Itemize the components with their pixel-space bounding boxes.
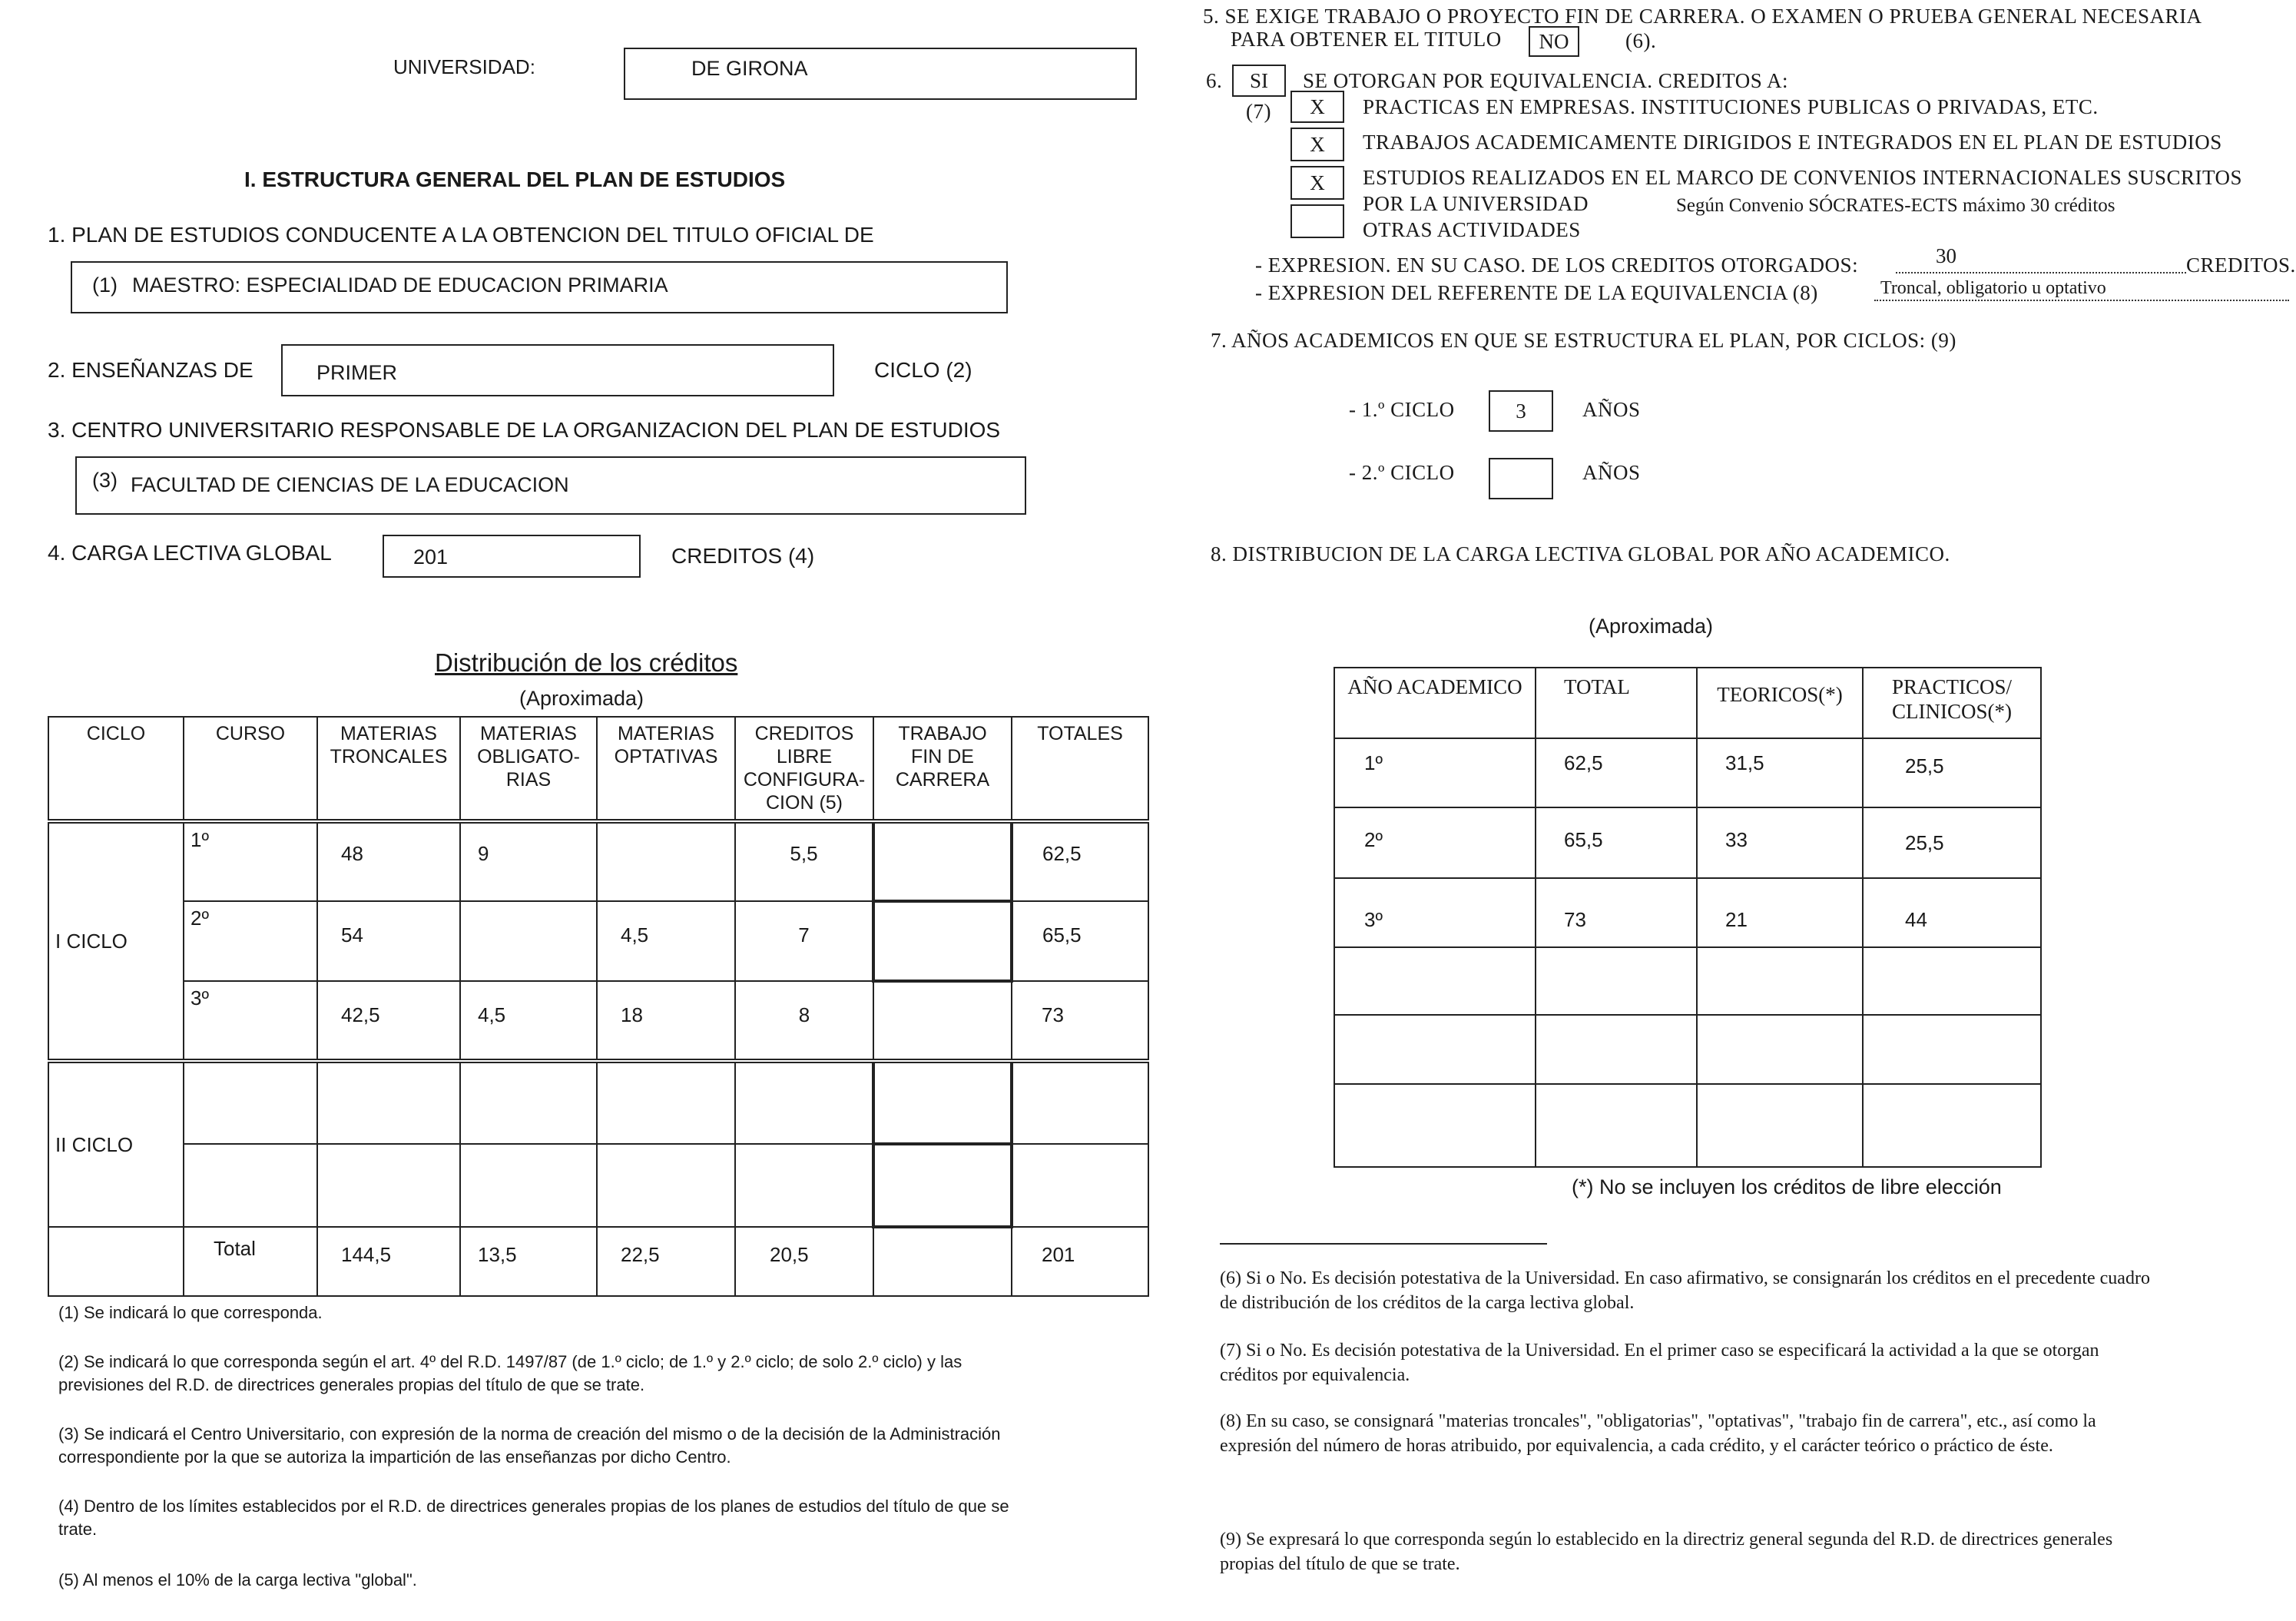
total-obligatorias: 13,5 [460,1227,597,1296]
footnote-6: (6) Si o No. Es decisión potestativa de la Universidad. En caso afirmativo, se consignarán los créditos en el precedente cuadro de distribución de los créditos de la carga lectiva global. [1220,1268,2150,1313]
empty-cell [317,1061,460,1144]
empty-cell [735,1144,873,1227]
practicos-cell: 44 [1863,878,2041,947]
footnote-7: (7) Si o No. Es decisión potestativa de la Universidad. En el primer caso se especificará la actividad a la que se otorgan créditos por equivalencia. [1220,1341,2099,1385]
annual-distribution-table [1334,667,2042,1168]
troncales-cell: 48 [317,821,460,901]
universidad-label: UNIVERSIDAD: [393,55,535,78]
totales-cell: 65,5 [1012,901,1148,981]
empty-cell [1536,947,1697,1015]
q6-item-1-mark: X [1310,95,1325,118]
empty-cell [873,1061,1012,1144]
empty-cell [735,1061,873,1144]
empty-cell [184,1061,317,1144]
empty-cell [597,1061,735,1144]
teoricos-cell: 21 [1697,878,1863,947]
total-cell: 73 [1536,878,1697,947]
ciclo-1-label: I CICLO [48,821,184,1061]
table-row [1334,1015,2041,1084]
col-totales: TOTALES [1012,717,1148,821]
total-label: Total [184,1227,317,1296]
q3-field [75,456,1026,515]
footnote-5: (5) Al menos el 10% de la carga lectiva "global". [58,1570,417,1590]
universidad-value: DE GIRONA [691,57,808,80]
q6-expr1-line [1896,244,2186,273]
q6-item-3-box [1290,166,1344,200]
empty-cell [1012,1061,1148,1144]
total-trabajo [873,1227,1012,1296]
total-cell: 62,5 [1536,738,1697,807]
col-libre: CREDITOS LIBRE CONFIGURA-CION (5) [735,717,873,821]
q7-ciclo2-anos: AÑOS [1582,461,1641,484]
table-row [48,821,1148,901]
empty-cell [460,1061,597,1144]
q6-expr2-label: - EXPRESION DEL REFERENTE DE LA EQUIVALENCIA (8) [1255,281,1818,304]
empty-cell [873,1144,1012,1227]
q4-value: 201 [413,545,449,569]
q4-label: 4. CARGA LECTIVA GLOBAL [48,541,332,565]
total-cell: 65,5 [1536,807,1697,878]
q8-label: 8. DISTRIBUCION DE LA CARGA LECTIVA GLOBAL POR AÑO ACADEMICO. [1211,542,1950,565]
totales-cell: 62,5 [1012,821,1148,901]
empty-cell [1863,1084,2041,1167]
table-row [48,901,1148,981]
q6-expr1-label: - EXPRESION. EN SU CASO. DE LOS CREDITOS OTORGADOS: [1255,254,1859,277]
q4-field [383,535,641,578]
obligatorias-cell: 4,5 [460,981,597,1061]
q6-num: 6. [1206,69,1223,92]
dist-subtitle: (Aproximada) [519,687,644,710]
total-totales: 201 [1012,1227,1148,1296]
empty-cell [1697,1015,1863,1084]
troncales-cell: 42,5 [317,981,460,1061]
libre-cell: 8 [735,981,873,1061]
q6-expr2-value: Troncal, obligatorio u optativo [1880,278,2106,298]
q6-item-3-mark: X [1310,171,1325,194]
q6-ref: (7) [1246,100,1271,123]
q5-ref: (6). [1625,29,1657,52]
col-trabajo: TRABAJO FIN DE CARRERA [873,717,1012,821]
col-teoricos: TEORICOS(*) [1697,668,1863,738]
col-total: TOTAL [1536,668,1697,738]
teoricos-cell: 31,5 [1697,738,1863,807]
q6-expr2-line [1874,277,2289,301]
q5-line2: PARA OBTENER EL TITULO [1231,28,1502,51]
empty-cell [1334,1015,1536,1084]
q6-item-2-box [1290,128,1344,161]
universidad-field [624,48,1137,100]
empty-cell [1863,1015,2041,1084]
curso-cell: 3º [184,981,317,1061]
table-row [1334,878,2041,947]
col-ano: AÑO ACADEMICO [1334,668,1536,738]
obligatorias-cell [460,901,597,981]
footnote-4: (4) Dentro de los límites establecidos por el R.D. de directrices generales propias de los planes de estudios del título de que se trate. [58,1497,1009,1539]
empty-cell [1536,1015,1697,1084]
q8-note: (*) No se incluyen los créditos de libre elección [1572,1175,2002,1198]
totales-cell: 73 [1012,981,1148,1061]
empty-cell [48,1227,184,1296]
col-practicos: PRACTICOS/ CLINICOS(*) [1863,668,2041,738]
q6-item-3-text: ESTUDIOS REALIZADOS EN EL MARCO DE CONVENIOS INTERNACIONALES SUSCRITOS [1363,166,2243,189]
empty-cell [460,1144,597,1227]
footnote-divider [1220,1243,1547,1245]
total-optativas: 22,5 [597,1227,735,1296]
empty-cell [317,1144,460,1227]
empty-cell [184,1144,317,1227]
table-row [48,1061,1148,1144]
total-row [48,1227,1148,1296]
q2-suffix: CICLO (2) [874,358,972,382]
libre-cell: 5,5 [735,821,873,901]
q2-field [281,344,834,396]
q6-item-3-note: Según Convenio SÓCRATES-ECTS máximo 30 créditos [1676,195,2115,216]
empty-cell [1863,947,2041,1015]
empty-cell [597,1144,735,1227]
q7-ciclo2-label: - 2.º CICLO [1349,461,1455,484]
q8-subtitle: (Aproximada) [1589,615,1714,638]
q6-item-4-box [1290,204,1344,238]
total-libre: 20,5 [735,1227,873,1296]
q6-item-4-text: OTRAS ACTIVIDADES [1363,218,1581,241]
q1-value: MAESTRO: ESPECIALIDAD DE EDUCACION PRIMARIA [132,273,668,297]
empty-cell [1012,1144,1148,1227]
optativas-cell: 18 [597,981,735,1061]
q5-line1: 5. SE EXIGE TRABAJO O PROYECTO FIN DE CARRERA. O EXAMEN O PRUEBA GENERAL NECESARIA [1203,5,2202,28]
q3-ref: (3) [92,469,118,492]
col-troncales: MATERIAS TRONCALES [317,717,460,821]
curso-cell: 1º [184,821,317,901]
table-row [1334,947,2041,1015]
optativas-cell: 4,5 [597,901,735,981]
practicos-cell: 25,5 [1863,807,2041,878]
q2-label: 2. ENSEÑANZAS DE [48,358,253,382]
ano-cell: 1º [1334,738,1536,807]
q7-label: 7. AÑOS ACADEMICOS EN QUE SE ESTRUCTURA EL PLAN, POR CICLOS: (9) [1211,329,1956,352]
q5-value: NO [1539,30,1569,53]
q6-item-3-text2: POR LA UNIVERSIDAD [1363,192,1589,215]
credit-distribution-table [48,716,1149,1297]
empty-cell [1697,947,1863,1015]
q1-ref: (1) [92,273,118,297]
q6-label: SE OTORGAN POR EQUIVALENCIA. CREDITOS A: [1303,69,1789,92]
q7-ciclo1-label: - 1.º CICLO [1349,398,1455,421]
q7-ciclo1-box [1489,390,1553,432]
q4-suffix: CREDITOS (4) [671,544,815,568]
footnote-9: (9) Se expresará lo que corresponda según lo establecido en la directriz general segunda del R.D. de directrices generales propias del título de que se trate. [1220,1530,2113,1574]
total-troncales: 144,5 [317,1227,460,1296]
col-curso: CURSO [184,717,317,821]
trabajo-cell [873,981,1012,1061]
empty-cell [1334,1084,1536,1167]
q7-ciclo1-anos: AÑOS [1582,398,1641,421]
footnote-2: (2) Se indicará lo que corresponda según el art. 4º del R.D. 1497/87 (de 1.º ciclo; de 1.º y 2.º ciclo; de solo 2.º ciclo) y las previsiones del R.D. de directrices generales propias del título de que se trate. [58,1352,962,1394]
trabajo-cell [873,821,1012,901]
practicos-cell: 25,5 [1863,738,2041,807]
dist-title: Distribución de los créditos [435,648,738,677]
q3-value: FACULTAD DE CIENCIAS DE LA EDUCACION [131,473,569,496]
table-row [48,1144,1148,1227]
footnote-3: (3) Se indicará el Centro Universitario, con expresión de la norma de creación del mismo o de la decisión de la Administración correspondiente por la que se autoriza la impartición de las enseñanzas por dicho Centro. [58,1424,1001,1467]
empty-cell [1697,1084,1863,1167]
q5-value-box [1529,26,1579,57]
q1-field [71,261,1008,313]
empty-cell [1536,1084,1697,1167]
table-row [1334,1084,2041,1167]
q6-expr1-value: 30 [1936,244,1956,267]
q6-item-1-text: PRACTICAS EN EMPRESAS. INSTITUCIONES PUBLICAS O PRIVADAS, ETC. [1363,95,2099,118]
col-optativas: MATERIAS OPTATIVAS [597,717,735,821]
q2-value: PRIMER [316,361,398,384]
troncales-cell: 54 [317,901,460,981]
section-title: I. ESTRUCTURA GENERAL DEL PLAN DE ESTUDIOS [244,167,786,191]
q6-value: SI [1249,69,1268,92]
footnote-1: (1) Se indicará lo que corresponda. [58,1303,323,1322]
q6-item-1-box [1290,91,1344,123]
q1-label: 1. PLAN DE ESTUDIOS CONDUCENTE A LA OBTENCION DEL TITULO OFICIAL DE [48,223,874,247]
q3-label: 3. CENTRO UNIVERSITARIO RESPONSABLE DE LA ORGANIZACION DEL PLAN DE ESTUDIOS [48,418,1001,442]
empty-cell [1334,947,1536,1015]
ano-cell: 3º [1334,878,1536,947]
footnote-8: (8) En su caso, se consignará "materias troncales", "obligatorias", "optativas", "trabajo fin de carrera", etc., así como la expresión del número de horas atribuido, por equivalencia, a cada crédito, y el carácter teórico o práctico de éste. [1220,1411,2096,1456]
q7-ciclo2-box [1489,458,1553,499]
table-row [1334,807,2041,878]
ciclo-2-label: II CICLO [48,1061,184,1227]
obligatorias-cell: 9 [460,821,597,901]
table-row [48,981,1148,1061]
curso-cell: 2º [184,901,317,981]
trabajo-cell [873,901,1012,981]
teoricos-cell: 33 [1697,807,1863,878]
col-obligatorias: MATERIAS OBLIGATO-RIAS [460,717,597,821]
q6-value-box [1232,65,1286,97]
libre-cell: 7 [735,901,873,981]
table-row [1334,738,2041,807]
q6-item-2-text: TRABAJOS ACADEMICAMENTE DIRIGIDOS E INTEGRADOS EN EL PLAN DE ESTUDIOS [1363,131,2222,154]
q6-expr1-suffix: CREDITOS. [2186,254,2296,277]
optativas-cell [597,821,735,901]
q7-ciclo1-value: 3 [1516,399,1526,423]
q6-item-2-mark: X [1310,133,1325,156]
col-ciclo: CICLO [48,717,184,821]
ano-cell: 2º [1334,807,1536,878]
